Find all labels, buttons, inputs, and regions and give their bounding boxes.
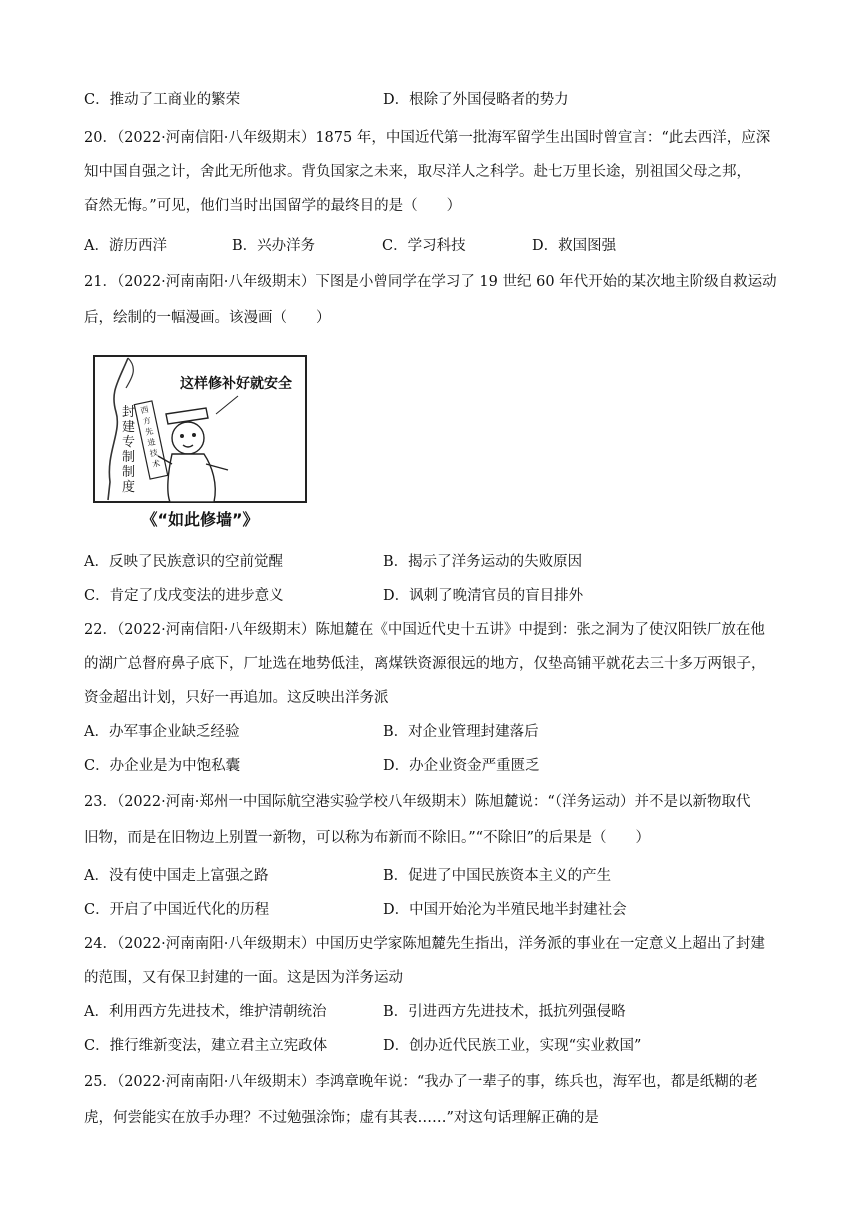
q20-option-a: A．游历西洋: [84, 238, 167, 254]
q23-stem-line-2: 旧物，而是在旧物边上别置一新物，可以称为布新而不除旧。”“不除旧”的后果是（ ）: [84, 830, 650, 846]
q22-option-c: C．办企业是为中饱私囊: [84, 758, 241, 774]
q23-option-c: C．开启了中国近代化的历程: [84, 902, 270, 918]
q20-option-d: D．救国图强: [532, 238, 617, 254]
q22-stem-line-3: 资金超出计划，只好一再追加。这反映出洋务派: [84, 690, 389, 706]
q23-option-a: A．没有使中国走上富强之路: [84, 868, 269, 884]
q23-options-row-2: [84, 900, 627, 920]
q23-option-b: B．促进了中国民族资本主义的产生: [383, 868, 612, 884]
patch-label: 西方先进技术: [139, 404, 161, 470]
q21-stem-line-2: 后，绘制的一幅漫画。该漫画（ ）: [84, 310, 331, 326]
q22-option-d: D．办企业资金严重匮乏: [383, 758, 540, 774]
q24-option-c: C．推行维新变法，建立君主立宪政体: [84, 1038, 328, 1054]
q23-option-d: D．中国开始沦为半殖民地半封建社会: [383, 902, 627, 918]
q24-stem-line-1: 24．（2022·河南南阳·八年级期末）中国历史学家陈旭麓先生指出，洋务派的事业在一定意义上超出了封建: [84, 936, 765, 952]
q22-options-row-2: [84, 756, 540, 776]
official-figure: [158, 408, 228, 502]
q20-stem-line-3: 奋然无悔。”可见，他们当时出国留学的最终目的是（ ）: [84, 198, 462, 214]
q22-option-a: A．办军事企业缺乏经验: [84, 724, 240, 740]
wall-label: 封建专制制度: [122, 405, 136, 495]
q21-cartoon: [88, 352, 316, 534]
cartoon-caption: 《“如此修墙”》: [141, 510, 259, 529]
q25-stem-line-2: 虎，何尝能实在放手办理？不过勉强涂饰；虚有其表……”对这句话理解正确的是: [84, 1110, 599, 1126]
cartoon-speech: 这样修补好就安全: [180, 376, 292, 392]
q24-stem-line-2: 的范围，又有保卫封建的一面。这是因为洋务运动: [84, 970, 403, 986]
q20-option-c: C．学习科技: [382, 238, 466, 254]
q21-options-row-2: [84, 586, 584, 606]
q20-stem-line-2: 知中国自强之计，舍此无所他求。背负国家之未来，取尽洋人之科学。赴七万里长途，别祖国父母之邦，: [84, 164, 751, 180]
q21-option-a: A．反映了民族意识的空前觉醒: [84, 554, 283, 570]
q24-option-d: D．创办近代民族工业，实现“实业救国”: [383, 1038, 642, 1054]
q24-options-row-1: [84, 1002, 626, 1022]
q21-options-row-1: [84, 552, 583, 572]
q23-options-row-1: [84, 866, 612, 886]
q19-option-c: C．推动了工商业的繁荣: [84, 92, 241, 108]
speech-pointer: [216, 396, 238, 414]
q22-options-row-1: [84, 722, 539, 742]
q24-options-row-2: [84, 1036, 642, 1056]
q21-option-b: B．揭示了洋务运动的失败原因: [383, 554, 583, 570]
q22-stem-line-2: 的湖广总督府鼻子底下，厂址选在地势低洼，离煤铁资源很远的地方，仅垫高铺平就花去三十多万两银子，: [84, 656, 766, 672]
q22-stem-line-1: 22．（2022·河南信阳·八年级期末）陈旭麓在《中国近代史十五讲》中提到：张之洞为了使汉阳铁厂放在他: [84, 622, 765, 638]
q21-option-d: D．讽刺了晚清官员的盲目排外: [383, 588, 584, 604]
q22-option-b: B．对企业管理封建落后: [383, 724, 539, 740]
q20-option-b: B．兴办洋务: [232, 238, 316, 254]
q24-option-b: B．引进西方先进技术，抵抗列强侵略: [383, 1004, 626, 1020]
q21-option-c: C．肯定了戊戌变法的进步意义: [84, 588, 284, 604]
q23-stem-line-1: 23．（2022·河南·郑州一中国际航空港实验学校八年级期末）陈旭麓说：“（洋务运动）并不是以新物取代: [84, 794, 751, 810]
q20-stem-line-1: 20．（2022·河南信阳·八年级期末）1875 年，中国近代第一批海军留学生出国时曾宣言：“此去西洋，应深: [84, 130, 771, 146]
q19-options-row: [84, 90, 569, 110]
q19-option-d: D．根除了外国侵略者的势力: [383, 92, 569, 108]
q25-stem-line-1: 25．（2022·河南南阳·八年级期末）李鸿章晚年说：“我办了一辈子的事，练兵也，海军也，都是纸糊的老: [84, 1074, 758, 1090]
q21-stem-line-1: 21．（2022·河南南阳·八年级期末）下图是小曾同学在学习了 19 世纪 60 年代开始的某次地主阶级自救运动: [84, 274, 777, 290]
q24-option-a: A．利用西方先进技术，维护清朝统治: [84, 1004, 327, 1020]
